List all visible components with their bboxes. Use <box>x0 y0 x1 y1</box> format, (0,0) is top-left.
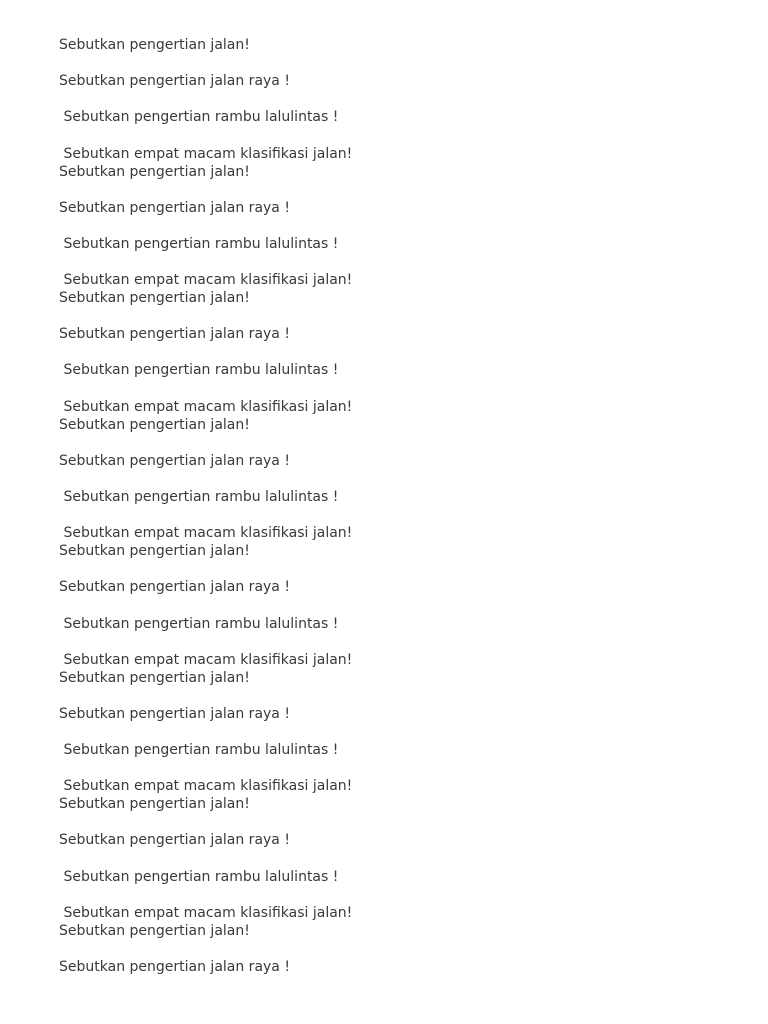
question-line: Sebutkan empat macam klasifikasi jalan! <box>59 652 353 668</box>
question-line: Sebutkan pengertian jalan raya ! <box>59 832 290 848</box>
question-line: Sebutkan empat macam klasifikasi jalan! <box>59 905 353 921</box>
question-line: Sebutkan pengertian jalan! <box>59 417 250 433</box>
question-line: Sebutkan empat macam klasifikasi jalan! <box>59 146 353 162</box>
question-line: Sebutkan pengertian jalan! <box>59 670 250 686</box>
question-line: Sebutkan pengertian rambu lalulintas ! <box>59 489 339 505</box>
question-line: Sebutkan pengertian jalan raya ! <box>59 706 290 722</box>
question-line: Sebutkan pengertian jalan! <box>59 164 250 180</box>
question-line: Sebutkan pengertian rambu lalulintas ! <box>59 362 339 378</box>
question-line: Sebutkan pengertian rambu lalulintas ! <box>59 236 339 252</box>
question-line: Sebutkan pengertian jalan raya ! <box>59 200 290 216</box>
question-line: Sebutkan empat macam klasifikasi jalan! <box>59 778 353 794</box>
question-line: Sebutkan empat macam klasifikasi jalan! <box>59 272 353 288</box>
question-line: Sebutkan pengertian jalan raya ! <box>59 579 290 595</box>
question-line: Sebutkan pengertian rambu lalulintas ! <box>59 742 339 758</box>
question-line: Sebutkan pengertian jalan raya ! <box>59 959 290 975</box>
question-line: Sebutkan pengertian jalan raya ! <box>59 326 290 342</box>
question-line: Sebutkan pengertian jalan! <box>59 37 250 53</box>
question-line: Sebutkan pengertian rambu lalulintas ! <box>59 869 339 885</box>
question-line: Sebutkan pengertian jalan! <box>59 543 250 559</box>
question-line: Sebutkan pengertian jalan raya ! <box>59 453 290 469</box>
question-line: Sebutkan empat macam klasifikasi jalan! <box>59 399 353 415</box>
question-line: Sebutkan empat macam klasifikasi jalan! <box>59 525 353 541</box>
question-line: Sebutkan pengertian jalan! <box>59 796 250 812</box>
question-line: Sebutkan pengertian rambu lalulintas ! <box>59 109 339 125</box>
question-line: Sebutkan pengertian jalan raya ! <box>59 73 290 89</box>
question-line: Sebutkan pengertian rambu lalulintas ! <box>59 616 339 632</box>
question-line: Sebutkan pengertian jalan! <box>59 290 250 306</box>
question-line: Sebutkan pengertian jalan! <box>59 923 250 939</box>
